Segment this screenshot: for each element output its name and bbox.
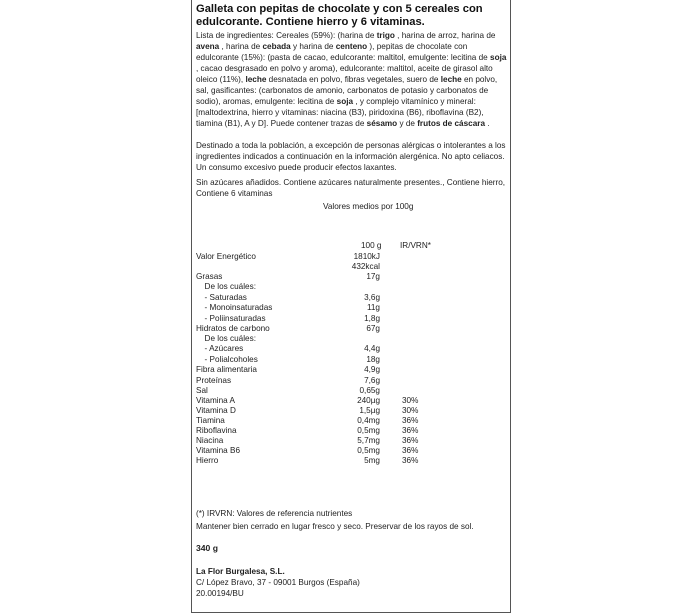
nutrient-label: Sal — [196, 386, 208, 395]
nutrient-ir-percent: 36% — [402, 456, 419, 465]
allergen-text: avena — [196, 42, 220, 51]
nutrient-value: 4,9g — [364, 365, 380, 374]
footnote: (*) IRVRN: Valores de referencia nutrientes — [196, 509, 353, 518]
nutrient-label: - Saturadas — [200, 293, 247, 302]
nutrient-value: 17g — [366, 272, 380, 281]
nutrient-value: 18g — [366, 355, 380, 364]
nutrient-value: 432kcal — [351, 262, 380, 271]
nutrient-ir-percent: 36% — [402, 446, 419, 455]
ingredient-text: , cacao desgrasado en polvo y aroma), edulcorante: maltitol, aceite de girasol alto oleico (11%), — [196, 64, 493, 84]
nutrient-value: 4,4g — [364, 344, 380, 353]
nutrient-value: 240µg — [357, 396, 380, 405]
nutrient-label: Vitamina D — [196, 406, 236, 415]
nutrient-ir-percent: 30% — [402, 406, 419, 415]
nutrient-label: Fibra alimentaria — [196, 365, 257, 374]
allergen-text: cebada — [262, 42, 291, 51]
nutrition-col-ir: IR/VRN* — [400, 241, 431, 250]
allergen-text: leche — [440, 75, 462, 84]
nutrient-value: 5mg — [364, 456, 380, 465]
nutrient-label: De los cuáles: — [200, 334, 256, 343]
ingredient-text: . — [485, 119, 490, 128]
ingredient-text: y de — [397, 119, 418, 128]
nutrient-label: Riboflavina — [196, 426, 237, 435]
nutrient-label: - Polialcoholes — [200, 355, 258, 364]
nutrient-label: Vitamina A — [196, 396, 235, 405]
nutrition-row — [196, 343, 496, 354]
nutrition-row — [196, 281, 496, 292]
company-address: C/ López Bravo, 37 - 09001 Burgos (España) — [196, 578, 360, 587]
nutrient-label: Vitamina B6 — [196, 446, 240, 455]
nutrient-value: 0,5mg — [357, 446, 380, 455]
nutrition-claims: Sin azúcares añadidos. Contiene azúcares naturalmente presentes., Contiene hierro, Contiene 6 vitaminas — [196, 178, 506, 198]
nutrient-label: De los cuáles: — [200, 282, 256, 291]
ingredient-text: , y complejo vitamínico y mineral: [maltodextrina, hierro y vitaminas: niacina (B3), piridoxina (B6), riboflavina (B2), tiamina (B1), A y D]. Puede contener trazas de — [196, 97, 484, 128]
nutrient-value: 0,4mg — [357, 416, 380, 425]
nutrient-label: - Monoinsaturadas — [200, 303, 273, 312]
ingredient-text: Lista de ingredientes: Cereales (59%): (harina de — [196, 31, 377, 40]
allergen-text: leche — [245, 75, 267, 84]
nutrition-col-100g: 100 g — [361, 241, 382, 250]
allergen-text: trigo — [376, 31, 395, 40]
nutrient-ir-percent: 30% — [402, 396, 419, 405]
nutrient-ir-percent: 36% — [402, 426, 419, 435]
nutrient-ir-percent: 36% — [402, 416, 419, 425]
nutrient-label: Tiamina — [196, 416, 225, 425]
nutrient-value: 11g — [366, 303, 380, 312]
ingredient-text: desnatada en polvo, fibras vegetales, suero de — [266, 75, 441, 84]
nutrient-value: 1810kJ — [353, 252, 380, 261]
nutrition-row — [196, 455, 496, 466]
ingredient-text: ), pepitas de chocolate con edulcorante (15%): (pasta de cacao, edulcorante: maltitol, emulgente: lecitina de — [196, 42, 491, 62]
nutrient-ir-percent: 36% — [402, 436, 419, 445]
nutrient-value: 1,5µg — [359, 406, 380, 415]
allergen-text: soja — [336, 97, 354, 106]
company-name: La Flor Burgalesa, S.L. — [196, 567, 285, 576]
nutrition-row — [196, 302, 496, 313]
allergen-text: sésamo — [366, 119, 398, 128]
nutrient-label: - Poliinsaturadas — [200, 314, 266, 323]
nutrient-value: 5,7mg — [357, 436, 380, 445]
allergen-text: centeno — [335, 42, 368, 51]
nutrient-value: 0,5mg — [357, 426, 380, 435]
net-weight: 340 g — [196, 543, 218, 553]
nutrient-value: 0,65g — [359, 386, 380, 395]
nutrient-label: Proteínas — [196, 376, 232, 385]
storage-instructions: Mantener bien cerrado en lugar fresco y seco. Preservar de los rayos de sol. — [196, 522, 474, 531]
nutrient-label: Hierro — [196, 456, 219, 465]
nutrient-label: Valor Energético — [196, 252, 256, 261]
nutrition-table-title: Valores medios por 100g — [323, 202, 414, 211]
ingredient-text: , harina de — [219, 42, 263, 51]
registry-number: 20.00194/BU — [196, 589, 244, 598]
nutrition-row — [196, 364, 496, 375]
allergy-note: Destinado a toda la población, a excepción de personas alérgicas o intolerantes a los ingredientes indicados a continuación en la información alergénica. No apto celiacos. Un consumo excesivo puede producir efectos laxantes. — [196, 141, 506, 172]
ingredient-text: en polvo, sal, gasificantes: (carbonatos de amonio, carbonatos de potasio y carbonatos de sodio), aromas, emulgente: lecitina de — [196, 75, 498, 106]
nutrient-value: 67g — [366, 324, 380, 333]
product-title: Galleta con pepitas de chocolate y con 5 cereales con edulcorante. Contiene hierro y 6 vitaminas. — [196, 3, 483, 28]
ingredients-list — [196, 30, 508, 129]
nutrient-value: 3,6g — [364, 293, 380, 302]
ingredient-text: y harina de — [290, 42, 336, 51]
nutrient-label: - Azúcares — [200, 344, 244, 353]
ingredient-text: , harina de arroz, harina de — [394, 31, 496, 40]
nutrient-value: 1,8g — [364, 314, 380, 323]
allergen-text: frutos de cáscara — [417, 119, 486, 128]
allergen-text: soja — [490, 53, 507, 62]
nutrient-value: 7,6g — [364, 376, 380, 385]
nutrient-label: Niacina — [196, 436, 224, 445]
nutrient-label: Grasas — [196, 272, 223, 281]
nutrient-label: Hidratos de carbono — [196, 324, 270, 333]
